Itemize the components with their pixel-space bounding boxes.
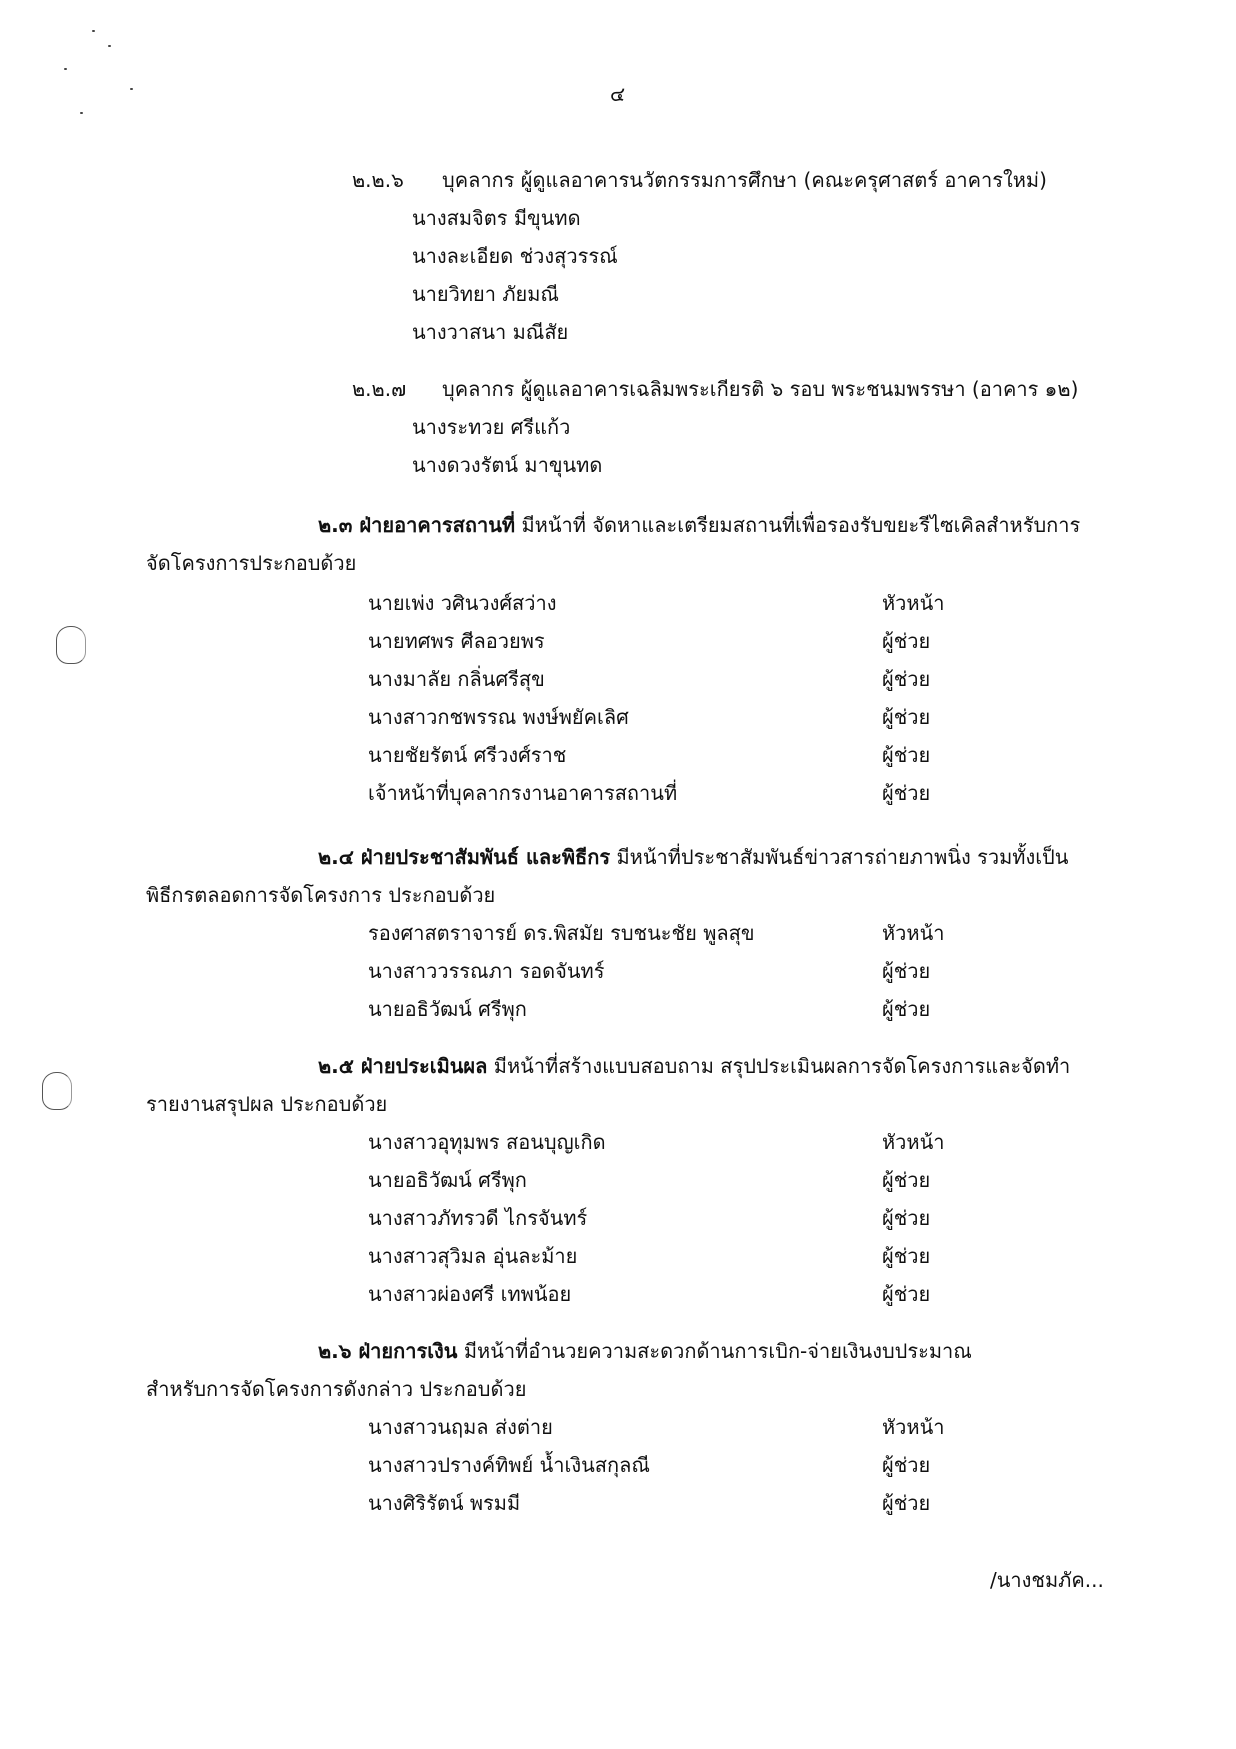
section-227-member: นางระทวย ศรีแก้ว: [412, 415, 571, 439]
page-number: ๔: [610, 82, 626, 106]
section-25-member-name: นางสาวภัทรวดี ไกรจันทร์: [368, 1206, 588, 1230]
section-23-member-name: นายชัยรัตน์ ศรีวงศ์ราช: [368, 743, 567, 767]
section-25-member-role: ผู้ช่วย: [882, 1168, 931, 1192]
section-25-member-role: ผู้ช่วย: [882, 1244, 931, 1268]
section-26-member-name: นางศิริรัตน์ พรมมี: [368, 1491, 521, 1515]
section-23-member-role: หัวหน้า: [882, 591, 945, 615]
section-24-description: มีหน้าที่ประชาสัมพันธ์ข่าวสารถ่ายภาพนิ่ง รวมทั้งเป็น: [616, 845, 1069, 869]
section-23-heading: ๒.๓ ฝ่ายอาคารสถานที่: [318, 513, 516, 537]
section-25-paragraph: [318, 1052, 1070, 1080]
section-23-description-cont: จัดโครงการประกอบด้วย: [146, 551, 357, 575]
section-25-member-name: นางสาวอุทุมพร สอนบุญเกิด: [368, 1130, 606, 1154]
section-25-member-name: นางสาวสุวิมล อุ่นละม้าย: [368, 1244, 578, 1268]
section-226-member: นางละเอียด ช่วงสุวรรณ์: [412, 244, 618, 268]
scan-speck: [64, 68, 67, 70]
section-24-member-role: ผู้ช่วย: [882, 997, 931, 1021]
section-24-member-name: นางสาววรรณภา รอดจันทร์: [368, 959, 605, 983]
section-24-member-name: นายอธิวัฒน์ ศรีพุก: [368, 997, 527, 1021]
punch-hole-icon: [42, 1072, 72, 1110]
section-25-member-role: ผู้ช่วย: [882, 1206, 931, 1230]
section-23-member-role: ผู้ช่วย: [882, 781, 931, 805]
section-24-member-role: ผู้ช่วย: [882, 959, 931, 983]
section-23-description: มีหน้าที่ จัดหาและเตรียมสถานที่เพื่อรองรับขยะรีไซเคิลสำหรับการ: [521, 513, 1081, 537]
section-226-member: นางวาสนา มณีสัย: [412, 320, 569, 344]
section-23-member-name: นายเพ่ง วศินวงศ์สว่าง: [368, 591, 557, 615]
section-26-member-role: หัวหน้า: [882, 1415, 945, 1439]
section-226-title: บุคลากร ผู้ดูแลอาคารนวัตกรรมการศึกษา (คณะครุศาสตร์ อาคารใหม่): [442, 168, 1047, 192]
scan-speck: [108, 45, 111, 47]
section-26-member-name: นางสาวนฤมล ส่งต่าย: [368, 1415, 553, 1439]
scan-speck: [130, 88, 133, 90]
section-26-description-cont: สำหรับการจัดโครงการดังกล่าว ประกอบด้วย: [146, 1377, 527, 1401]
section-23-member-name: เจ้าหน้าที่บุคลากรงานอาคารสถานที่: [368, 781, 678, 805]
scan-speck: [80, 112, 83, 114]
section-24-member-role: หัวหน้า: [882, 921, 945, 945]
section-26-heading: ๒.๖ ฝ่ายการเงิน: [318, 1339, 458, 1363]
scan-speck: [92, 30, 95, 32]
section-23-paragraph: [318, 511, 1080, 539]
section-23-member-role: ผู้ช่วย: [882, 743, 931, 767]
section-23-member-name: นางมาลัย กลิ่นศรีสุข: [368, 667, 545, 691]
section-23-member-name: นางสาวกชพรรณ พงษ์พยัคเลิศ: [368, 705, 629, 729]
section-26-paragraph: [318, 1337, 972, 1365]
section-26-member-role: ผู้ช่วย: [882, 1491, 931, 1515]
section-26-member-role: ผู้ช่วย: [882, 1453, 931, 1477]
section-226-member: นางสมจิตร มีขุนทด: [412, 206, 581, 230]
section-25-member-role: หัวหน้า: [882, 1130, 945, 1154]
section-227-number: ๒.๒.๗: [352, 377, 407, 401]
section-227-member: นางดวงรัตน์ มาขุนทด: [412, 453, 603, 477]
section-25-description: มีหน้าที่สร้างแบบสอบถาม สรุปประเมินผลการจัดโครงการและจัดทำ: [493, 1054, 1071, 1078]
section-25-description-cont: รายงานสรุปผล ประกอบด้วย: [146, 1092, 388, 1116]
section-23-member-name: นายทศพร ศีลอวยพร: [368, 629, 545, 653]
continuation-note: /นางชมภัค...: [990, 1568, 1104, 1592]
section-23-member-role: ผู้ช่วย: [882, 667, 931, 691]
section-23-member-role: ผู้ช่วย: [882, 629, 931, 653]
section-25-member-role: ผู้ช่วย: [882, 1282, 931, 1306]
section-25-heading: ๒.๕ ฝ่ายประเมินผล: [318, 1054, 488, 1078]
section-25-member-name: นายอธิวัฒน์ ศรีพุก: [368, 1168, 527, 1192]
section-24-heading: ๒.๔ ฝ่ายประชาสัมพันธ์ และพิธีกร: [318, 845, 611, 869]
section-227-title: บุคลากร ผู้ดูแลอาคารเฉลิมพระเกียรติ ๖ รอบ พระชนมพรรษา (อาคาร ๑๒): [442, 377, 1079, 401]
section-26-member-name: นางสาวปรางค์ทิพย์ น้ำเงินสกุลณี: [368, 1453, 650, 1477]
section-24-paragraph: [318, 843, 1068, 871]
section-226-number: ๒.๒.๖: [352, 168, 404, 192]
section-226-member: นายวิทยา ภัยมณี: [412, 282, 559, 306]
punch-hole-icon: [56, 626, 86, 664]
section-24-member-name: รองศาสตราจารย์ ดร.พิสมัย รบชนะชัย พูลสุข: [368, 921, 755, 945]
section-23-member-role: ผู้ช่วย: [882, 705, 931, 729]
section-24-description-cont: พิธีกรตลอดการจัดโครงการ ประกอบด้วย: [146, 883, 496, 907]
section-25-member-name: นางสาวผ่องศรี เทพน้อย: [368, 1282, 572, 1306]
section-26-description: มีหน้าที่อำนวยความสะดวกด้านการเบิก-จ่ายเงินงบประมาณ: [463, 1339, 972, 1363]
